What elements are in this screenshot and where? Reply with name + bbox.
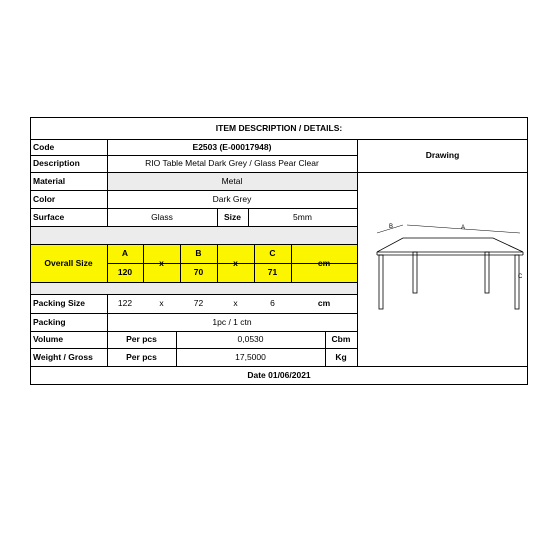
description-value: RIO Table Metal Dark Grey / Glass Pear Clear (145, 158, 319, 169)
line-h9 (30, 282, 357, 283)
overall-size-unit: cm (317, 257, 331, 268)
packing-label: Packing (33, 316, 66, 327)
volume-label: Volume (33, 334, 64, 345)
code-label: Code (33, 141, 55, 152)
packing-size-c: 6 (270, 298, 275, 309)
description-label: Description (33, 158, 80, 169)
volume-unit: Cbm (331, 334, 351, 345)
material-value: Metal (221, 175, 243, 186)
overall-size-x-1: x (159, 257, 164, 268)
table-leg-back-right (485, 252, 489, 293)
table-top-surface (377, 238, 523, 252)
packing-size-label: Packing Size (33, 298, 85, 309)
weight-per: Per pcs (126, 351, 157, 362)
volume-per: Per pcs (126, 334, 157, 345)
dim-label-b: B (389, 224, 394, 230)
packing-size-unit: cm (317, 298, 331, 309)
packing-size-x-1: x (159, 298, 164, 309)
color-value: Dark Grey (212, 193, 252, 204)
overall-size-x-2: x (233, 257, 238, 268)
overall-size-header-b: B (195, 248, 202, 259)
footer-date: Date 01/06/2021 (247, 370, 311, 381)
header-title: ITEM DESCRIPTION / DETAILS: (215, 122, 343, 133)
volume-value: 0,0530 (237, 334, 264, 345)
packing-size-a: 122 (117, 298, 133, 309)
color-label: Color (33, 193, 56, 204)
material-label: Material (33, 175, 66, 186)
weight-label: Weight / Gross (33, 351, 93, 362)
overall-size-header-c: C (269, 248, 276, 259)
weight-value: 17,5000 (235, 351, 266, 362)
dim-label-c: C (518, 274, 523, 280)
overall-size-value-b: 70 (193, 267, 204, 278)
packing-size-b: 72 (193, 298, 204, 309)
dim-label-a: A (461, 225, 466, 231)
size-value: 5mm (293, 211, 312, 222)
packing-size-x-2: x (233, 298, 238, 309)
weight-unit: Kg (335, 351, 347, 362)
size-label: Size (223, 211, 241, 222)
table-drawing (375, 220, 525, 320)
surface-label: Surface (33, 211, 65, 222)
overall-size-label: Overall Size (44, 257, 93, 268)
overall-size-value-a: 120 (117, 267, 133, 278)
overall-size-value-c: 71 (267, 267, 278, 278)
surface-value: Glass (151, 211, 173, 222)
table-leg-front-right (515, 255, 519, 309)
table-leg-front-left (379, 255, 383, 309)
code-value: E2503 (E-00017948) (192, 141, 272, 152)
item-details-sheet (30, 117, 528, 385)
overall-size-header-a: A (121, 248, 129, 259)
line-h-drawing (357, 172, 528, 173)
drawing-title: Drawing (425, 150, 460, 161)
line-v-drawing (357, 139, 358, 366)
line-h6 (30, 226, 357, 227)
packing-value: 1pc / 1 ctn (212, 316, 252, 327)
table-leg-back-left (413, 252, 417, 293)
